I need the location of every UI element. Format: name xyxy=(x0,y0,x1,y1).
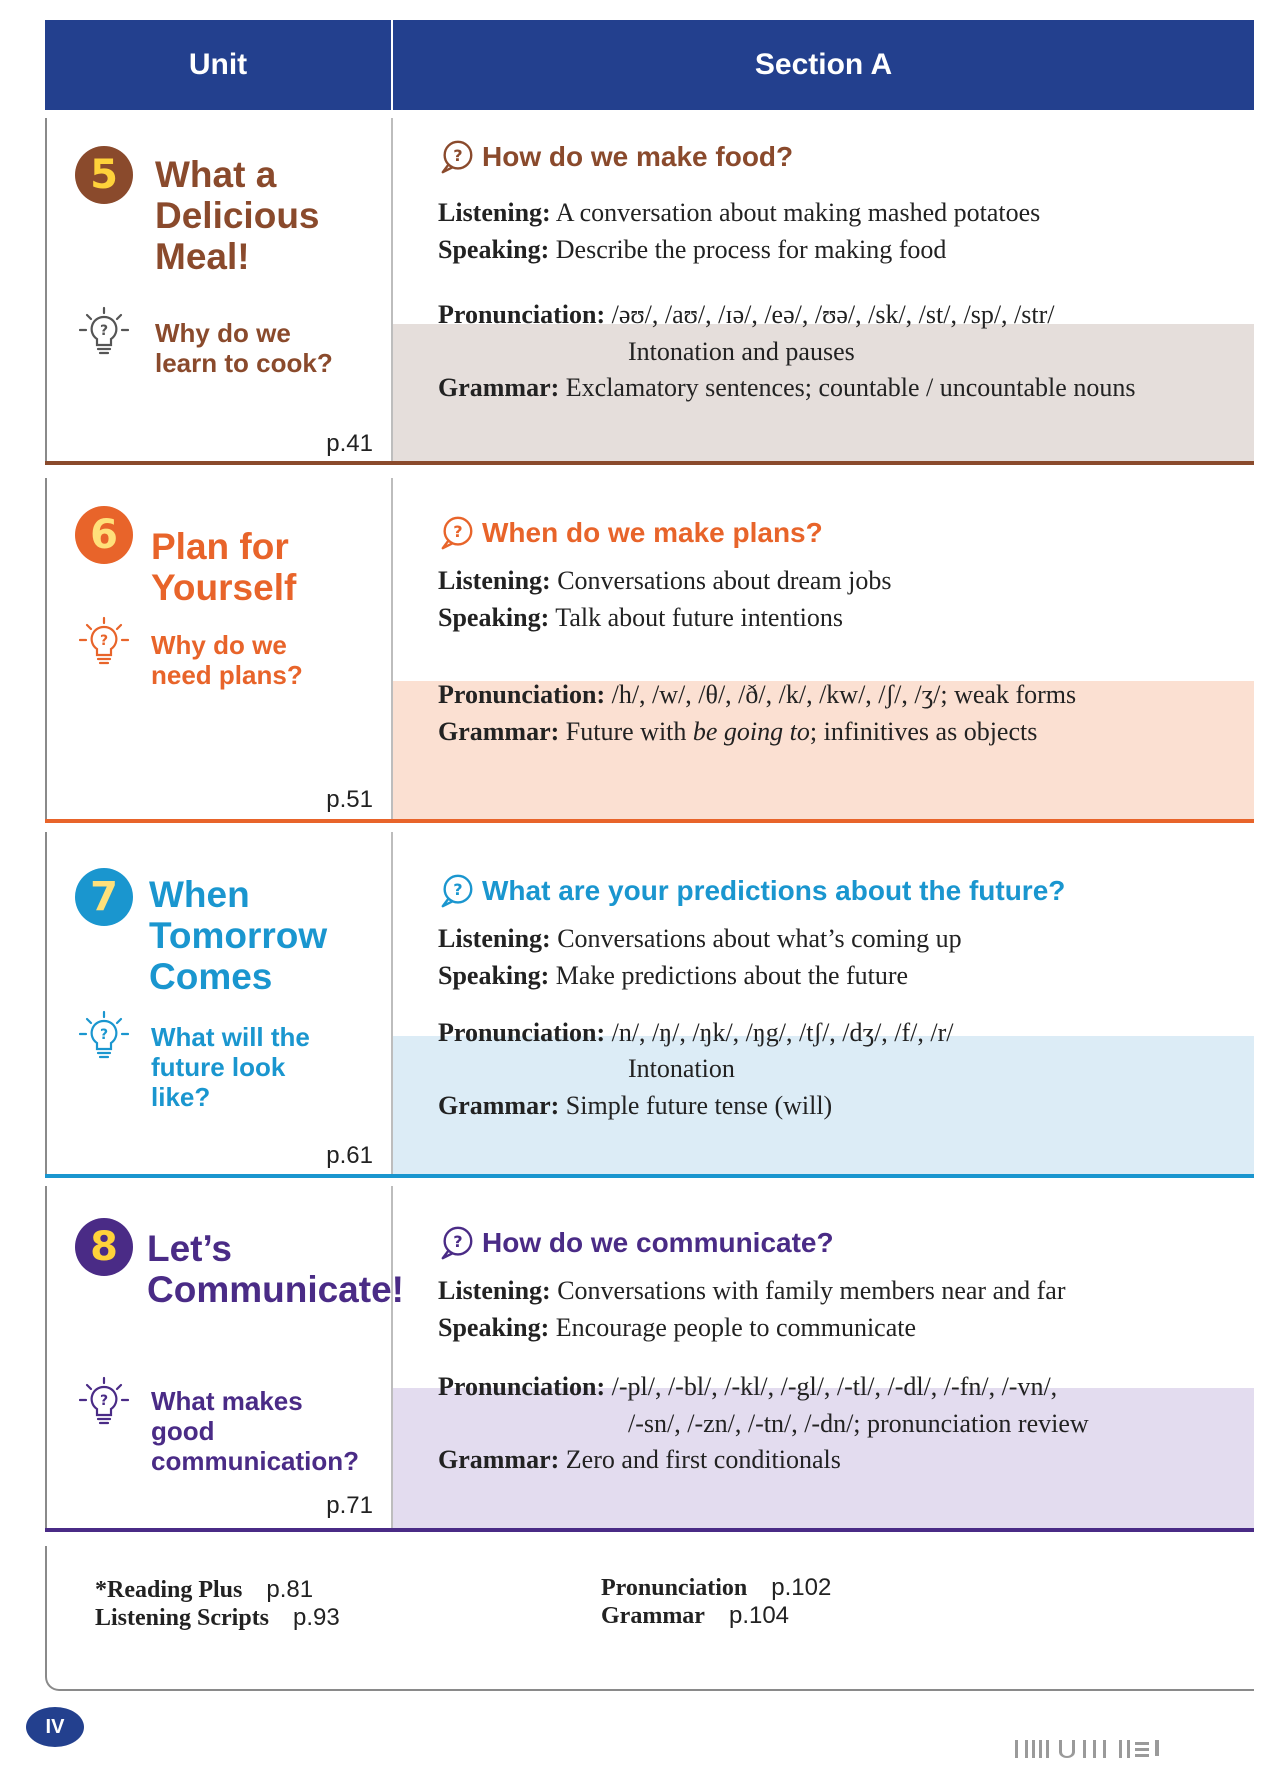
unit-big-question: Why do we need plans? xyxy=(151,630,303,690)
pronunciation-row-2: Intonation and pauses xyxy=(628,337,855,366)
unit-5-left-cell xyxy=(45,118,393,465)
unit-6-section-a xyxy=(393,478,1254,823)
unit-8 xyxy=(45,1186,1254,1532)
unit-5-section-a xyxy=(393,118,1254,465)
listening-row: Listening: Conversations about what’s coming up xyxy=(438,924,962,953)
unit-page-number: p.41 xyxy=(326,430,373,457)
svg-text:?: ? xyxy=(99,1027,109,1043)
grammar-row: Grammar: Future with be going to; infinitives as objects xyxy=(438,717,1038,746)
lightbulb-icon xyxy=(79,306,129,356)
unit-divider xyxy=(45,1528,1254,1532)
svg-text:?: ? xyxy=(453,879,463,899)
unit-6-left-cell xyxy=(45,478,393,823)
pronunciation-row-2: /-sn/, /-zn/, /-tn/, /-dn/; pronunciation review xyxy=(628,1409,1089,1438)
appendix-box xyxy=(45,1546,1254,1691)
svg-text:?: ? xyxy=(453,1231,463,1251)
speaking-row: Speaking: Talk about future intentions xyxy=(438,603,844,632)
svg-text:?: ? xyxy=(99,323,109,339)
unit-number-badge: 5 xyxy=(75,146,133,204)
unit-divider xyxy=(45,461,1254,465)
reading-plus-entry: *Reading Plus p.81 xyxy=(95,1576,314,1603)
listening-scripts-entry: Listening Scripts p.93 xyxy=(95,1604,340,1631)
watermark-logo xyxy=(1015,1738,1255,1760)
unit-page-number: p.71 xyxy=(326,1492,373,1519)
unit-7-section-a xyxy=(393,832,1254,1178)
table-header xyxy=(45,20,1254,110)
grammar-row: Grammar: Simple future tense (will) xyxy=(438,1091,833,1120)
unit-title: When Tomorrow Comes xyxy=(149,874,328,997)
unit-title: Plan for Yourself xyxy=(151,526,297,608)
unit-6 xyxy=(45,478,1254,823)
listening-row: Listening: Conversations with family members near and far xyxy=(438,1276,1066,1305)
pronunciation-row: Pronunciation: /-pl/, /-bl/, /-kl/, /-gl/, /-tl/, /-dl/, /-fn/, /-vn/, xyxy=(438,1372,1058,1401)
unit-number-badge: 8 xyxy=(75,1218,133,1276)
svg-text:?: ? xyxy=(99,633,109,649)
unit-7 xyxy=(45,832,1254,1178)
unit-number-badge: 6 xyxy=(75,506,133,564)
grammar-entry: Grammar p.104 xyxy=(601,1602,790,1629)
listening-row: Listening: Conversations about dream jobs xyxy=(438,566,892,595)
page-number-badge: IV xyxy=(26,1707,84,1747)
unit-big-question: What will the future look like? xyxy=(151,1022,310,1112)
grammar-row: Grammar: Zero and first conditionals xyxy=(438,1445,841,1474)
section-question: ? What are your predictions about the future? xyxy=(438,872,1065,910)
unit-5 xyxy=(45,118,1254,465)
unit-page-number: p.51 xyxy=(326,786,373,813)
pronunciation-row-2: Intonation xyxy=(628,1054,735,1083)
unit-divider xyxy=(45,819,1254,823)
pronunciation-row: Pronunciation: /h/, /w/, /θ/, /ð/, /k/, /kw/, /ʃ/, /ʒ/; weak forms xyxy=(438,680,1077,709)
unit-title: Let’s Communicate! xyxy=(147,1228,404,1310)
section-question: ? When do we make plans? xyxy=(438,514,823,552)
unit-big-question: Why do we learn to cook? xyxy=(155,318,333,378)
unit-title: What a Delicious Meal! xyxy=(155,154,320,277)
svg-text:?: ? xyxy=(99,1393,109,1409)
grammar-row: Grammar: Exclamatory sentences; countable / uncountable nouns xyxy=(438,373,1136,402)
unit-big-question: What makes good communication? xyxy=(151,1386,360,1476)
lightbulb-icon xyxy=(79,1010,129,1060)
listening-row: Listening: A conversation about making mashed potatoes xyxy=(438,198,1041,227)
pronunciation-row: Pronunciation: /əʊ/, /aʊ/, /ɪə/, /eə/, /ʊə/, /sk/, /st/, /sp/, /str/ xyxy=(438,300,1055,329)
unit-number-badge: 7 xyxy=(75,868,133,926)
unit-7-left-cell xyxy=(45,832,393,1178)
svg-text:?: ? xyxy=(453,145,463,165)
pronunciation-row: Pronunciation: /n/, /ŋ/, /ŋk/, /ŋg/, /tʃ/, /dʒ/, /f/, /r/ xyxy=(438,1018,954,1047)
unit-8-section-a xyxy=(393,1186,1254,1532)
question-bubble-icon xyxy=(438,872,476,910)
speaking-row: Speaking: Encourage people to communicate xyxy=(438,1313,917,1342)
unit-divider xyxy=(45,1174,1254,1178)
unit-page-number: p.61 xyxy=(326,1142,373,1169)
unit-8-left-cell xyxy=(45,1186,404,1532)
question-bubble-icon xyxy=(438,138,476,176)
header-unit: Unit xyxy=(45,20,393,110)
header-section-a: Section A xyxy=(754,48,893,81)
lightbulb-icon xyxy=(79,1376,129,1426)
section-question: ? How do we make food? xyxy=(438,138,793,176)
svg-text:?: ? xyxy=(453,521,463,541)
question-bubble-icon xyxy=(438,514,476,552)
speaking-row: Speaking: Make predictions about the future xyxy=(438,961,909,990)
section-question: ? How do we communicate? xyxy=(438,1224,834,1262)
speaking-row: Speaking: Describe the process for making food xyxy=(438,235,947,264)
pronunciation-entry: Pronunciation p.102 xyxy=(601,1574,832,1601)
question-bubble-icon xyxy=(438,1224,476,1262)
lightbulb-icon xyxy=(79,616,129,666)
